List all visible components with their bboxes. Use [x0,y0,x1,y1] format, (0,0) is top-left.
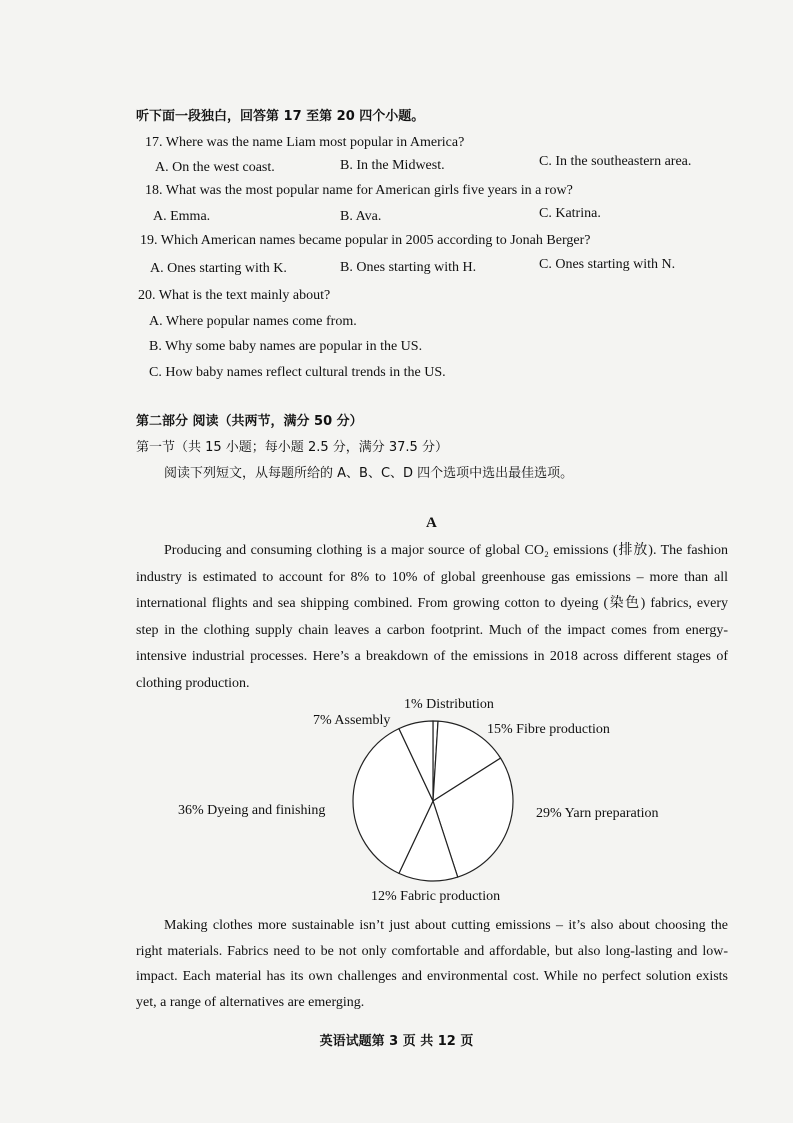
reading-part-title: 第二部分 阅读（共两节，满分 50 分） [136,414,363,429]
q17-option-c: C. In the southeastern area. [539,154,692,169]
q17-option-a: A. On the west coast. [155,160,275,175]
listening-intro: 听下面一段独白，回答第 17 至第 20 四个小题。 [136,109,425,124]
question-17: 17. Where was the name Liam most popular in America? [145,135,465,150]
q18-option-c: C. Katrina. [539,206,601,221]
passage-letter: A [426,515,437,531]
q20-option-b: B. Why some baby names are popular in the US. [149,339,423,354]
paragraph-2-text: Making clothes more sustainable isn’t just about cutting emissions – it’s also about choosing the right materials. Fabrics need to be not only comfortable and affordable, but also long-lasting and low-impact. Each material has its own challenges and environmental cost. While no perfect solution exists yet, a range of alternatives are emerging. [136,918,728,1010]
pie-label-distribution: 1% Distribution [404,697,494,712]
q19-option-c: C. Ones starting with N. [539,257,676,272]
pie-label-fabric-production: 12% Fabric production [371,889,501,904]
q20-option-c: C. How baby names reflect cultural trends in the US. [149,365,446,380]
pie-label-yarn-preparation: 29% Yarn preparation [536,806,659,821]
pie-label-dyeing-and-finishing: 36% Dyeing and finishing [178,803,326,818]
q17-option-b: B. In the Midwest. [340,158,445,173]
passage-paragraph-2 [136,913,728,1015]
pie-label-assembly: 7% Assembly [313,713,391,728]
question-20: 20. What is the text mainly about? [138,288,331,303]
q20-option-a: A. Where popular names come from. [149,314,357,329]
passage-paragraph-1 [136,538,728,697]
q19-option-a: A. Ones starting with K. [150,261,287,276]
pie-label-fibre-production: 15% Fibre production [487,722,610,737]
reading-section-title: 第一节（共 15 小题；每小题 2.5 分，满分 37.5 分） [136,440,448,455]
q18-option-a: A. Emma. [153,209,211,224]
q19-option-b: B. Ones starting with H. [340,260,477,275]
page-footer: 英语试题第 3 页 共 12 页 [319,1034,474,1049]
question-18: 18. What was the most popular name for American girls five years in a row? [145,183,573,198]
reading-instruction: 阅读下列短文，从每题所给的 A、B、C、D 四个选项中选出最佳选项。 [164,466,574,481]
emissions-pie-chart [350,718,516,884]
question-19: 19. Which American names became popular in 2005 according to Jonah Berger? [140,233,591,248]
paragraph-1-text: Producing and consuming clothing is a major source of global CO₂ emissions (排放). The fashion industry is estimated to account for 8% to 10% of global greenhouse gas emissions – more than all international flights and sea shipping combined. From growing cotton to dyeing (染色) fabrics, every step in the clothing supply chain leaves a carbon footprint. Much of the impact comes from energy-intensive industrial processes. Here’s a breakdown of the emissions in 2018 across different stages of clothing production. [136,543,728,691]
q18-option-b: B. Ava. [340,209,382,224]
